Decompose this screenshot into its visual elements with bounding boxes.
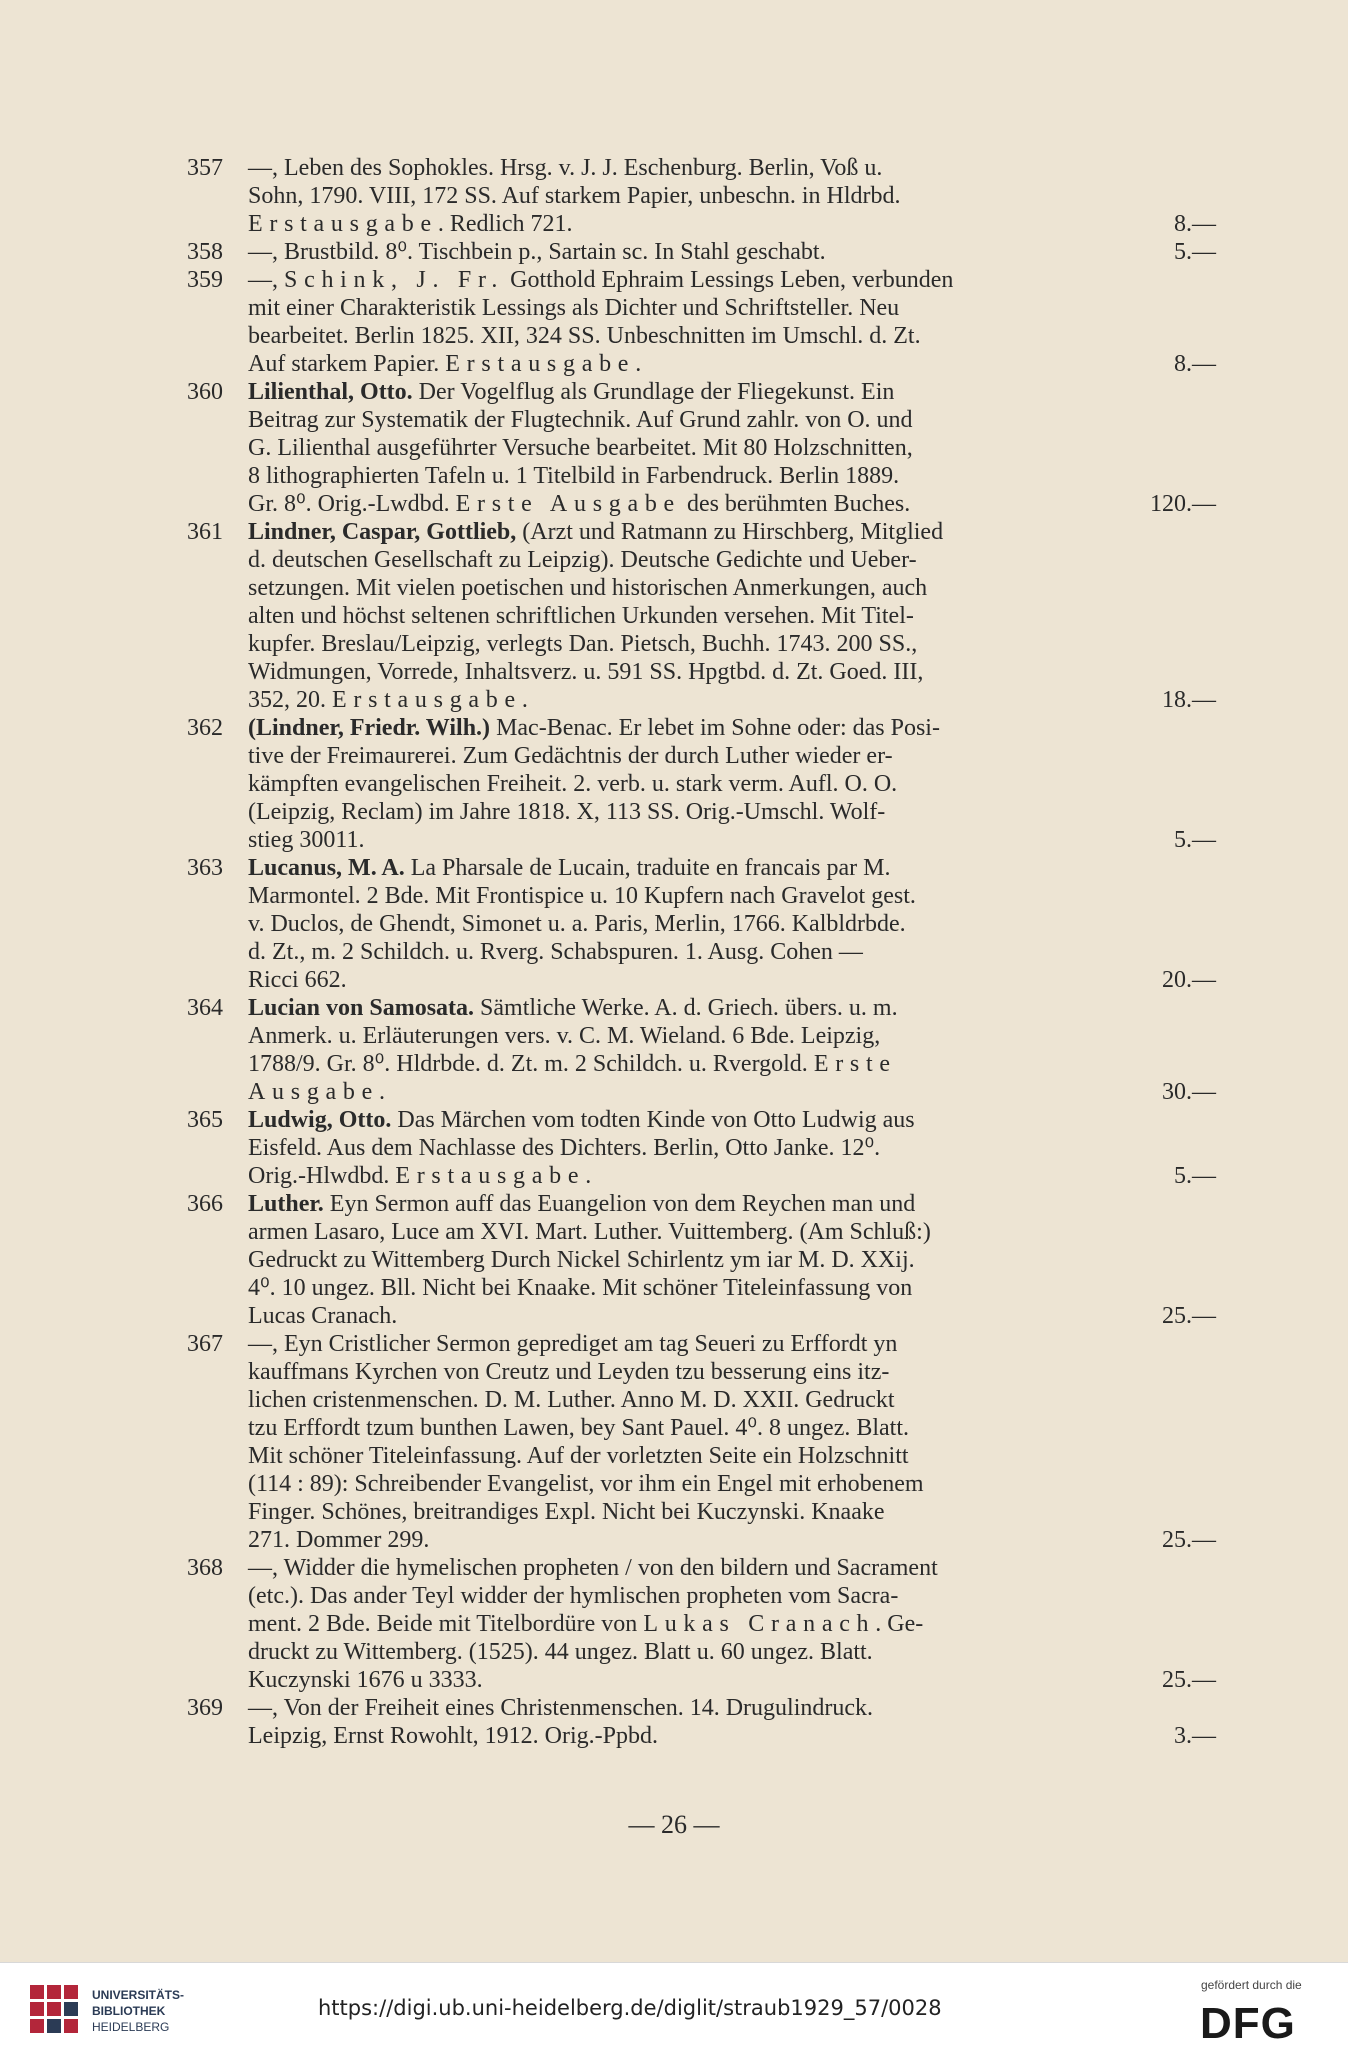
entry-price: 25.— [1162,1667,1216,1693]
entry-number: 360 [187,379,223,405]
entry-text: kauffmans Kyrchen von Creutz und Leyden tzu besserung eins itz- [248,1359,890,1385]
entry-line [248,882,1216,910]
entry-line [248,854,1216,882]
entry-line [248,518,1216,546]
entry-line [248,1050,1216,1078]
entry-emphasis: Erstausgabe [332,687,522,713]
entry-price: 120.— [1150,491,1216,517]
entry-text: Anmerk. u. Erläuterungen vers. v. C. M. Wieland. 6 Bde. Leipzig, [248,1023,881,1049]
entry-text: tzu Erffordt tzum bunthen Lawen, bey Sant Pauel. 4⁰. 8 ungez. Blatt. [248,1415,910,1441]
entry-text: Orig.-Hlwdbd. [248,1163,396,1189]
entry-line [248,182,1216,210]
entry-line [248,1498,1216,1526]
entry-author: Luther. [248,1191,324,1217]
entry-text: 4⁰. 10 ungez. Bll. Nicht bei Knaake. Mit schöner Titeleinfassung von [248,1275,913,1301]
entry-text: —, [248,267,284,293]
entry-line [248,1190,1216,1218]
library-logo-icon [28,1983,80,2035]
entry-emphasis: Lukas Cranach [643,1611,876,1637]
entry-text: Mac-Benac. Er lebet im Sohne oder: das Posi- [490,715,940,741]
entry-number: 366 [187,1191,223,1217]
entry-line [248,1358,1216,1386]
entry-text: tive der Freimaurerei. Zum Gedächtnis der durch Luther wieder er- [248,743,893,769]
entry-line [248,1246,1216,1274]
entry-author: Lucanus, M. A. [248,855,405,881]
entry-text: Das Märchen vom todten Kinde von Otto Ludwig aus [391,1107,915,1133]
entry-text: mit einer Charakteristik Lessings als Dichter und Schriftsteller. Neu [248,295,900,321]
entry-line [248,1330,1216,1358]
entry-line [248,546,1216,574]
entry-number: 367 [187,1331,223,1357]
entry-line [248,322,1216,350]
entry-line [248,210,1216,238]
entry-number: 365 [187,1107,223,1133]
entry-price: 18.— [1162,687,1216,713]
entry-line [248,602,1216,630]
entry-text: Lucas Cranach. [248,1303,398,1329]
entry-text: La Pharsale de Lucain, traduite en francais par M. [404,855,891,881]
entry-line [248,1106,1216,1134]
entry-line [248,770,1216,798]
entry-text: bearbeitet. Berlin 1825. XII, 324 SS. Unbeschnitten im Umschl. d. Zt. [248,323,921,349]
entry-price: 30.— [1162,1079,1216,1105]
library-name [92,1987,184,2035]
entry-text: Marmontel. 2 Bde. Mit Frontispice u. 10 Kupfern nach Gravelot gest. [248,883,916,909]
entry-price: 3.— [1174,1723,1216,1749]
entry-emphasis: Erste [813,1051,897,1077]
entry-line [248,1610,1216,1638]
entry-text: Gotthold Ephraim Lessings Leben, verbunden [504,267,954,293]
library-name-line3: HEIDELBERG [92,2020,170,2034]
page-number: — 26 — [628,1810,720,1839]
entry-line [248,1078,1216,1106]
entry-text: . [635,351,642,377]
sponsor-caption: gefördert durch die [1201,1978,1302,1992]
entry-line [248,1218,1216,1246]
permalink-url[interactable]: https://digi.ub.uni-heidelberg.de/diglit/straub1929_57/0028 [318,1996,942,2020]
entry-text: kupfer. Breslau/Leipzig, verlegts Dan. Pietsch, Buchh. 1743. 200 SS., [248,631,918,657]
entry-line [248,994,1216,1022]
entry-text: . [379,1079,386,1105]
entry-price: 8.— [1174,351,1216,377]
entry-line [248,686,1216,714]
entry-emphasis: Schink, J. Fr. [284,267,505,293]
entry-line [248,1414,1216,1442]
entry-line [248,1162,1216,1190]
entry-price: 5.— [1174,827,1216,853]
entry-text: . Redlich 721. [437,211,573,237]
entry-text: Leipzig, Ernst Rowohlt, 1912. Orig.-Ppbd. [248,1723,658,1749]
entry-line [248,1694,1216,1722]
entry-text: v. Duclos, de Ghendt, Simonet u. a. Paris, Merlin, 1766. Kalbldrbde. [248,911,906,937]
library-name-line2: BIBLIOTHEK [92,2004,166,2018]
entry-text: . Ge- [875,1611,924,1637]
entry-text: (etc.). Das ander Teyl widder der hymlischen propheten vom Sacra- [248,1583,899,1609]
entry-line [248,1134,1216,1162]
entry-number: 359 [187,267,223,293]
entry-line [248,1442,1216,1470]
entry-text: kämpften evangelischen Freiheit. 2. verb. u. stark verm. Aufl. O. O. [248,771,898,797]
entry-text: (Arzt und Ratmann zu Hirschberg, Mitglied [516,519,944,545]
entry-text: Finger. Schönes, breitrandiges Expl. Nicht bei Kuczynski. Knaake [248,1499,885,1525]
entry-text: . [521,687,528,713]
entry-text: d. deutschen Gesellschaft zu Leipzig). Deutsche Gedichte und Ueber- [248,547,917,573]
entry-number: 364 [187,995,223,1021]
entry-text: Auf starkem Papier. [248,351,446,377]
entry-author: Lucian von Samosata. [248,995,475,1021]
entry-line [248,798,1216,826]
entry-text: Ricci 662. [248,967,347,993]
entry-line [248,1274,1216,1302]
entry-text: des berühmten Buches. [680,491,911,517]
entry-line [248,462,1216,490]
entry-text: alten und höchst seltenen schriftlichen Urkunden versehen. Mit Titel- [248,603,914,629]
entry-text: Sämtliche Werke. A. d. Griech. übers. u. m. [474,995,898,1021]
entry-line [248,1638,1216,1666]
entry-line [248,742,1216,770]
entry-text: . [585,1163,592,1189]
entry-number: 369 [187,1695,223,1721]
entry-line [248,714,1216,742]
entry-text: Gr. 8⁰. Orig.-Lwdbd. [248,491,456,517]
entry-text: (114 : 89): Schreibender Evangelist, vor ihm ein Engel mit erhobenem [248,1471,924,1497]
entry-line [248,658,1216,686]
entry-line [248,1470,1216,1498]
entry-author: Lilienthal, Otto. [248,379,413,405]
entry-author: Lindner, Caspar, Gottlieb, [248,519,517,545]
entry-line [248,154,1216,182]
dfg-logo: DFG [1200,1999,1296,2048]
entry-emphasis: Erstausgabe [395,1163,586,1189]
entry-text: Kuczynski 1676 u 3333. [248,1667,483,1693]
entry-line [248,350,1216,378]
entry-emphasis: Erstausgabe [445,351,636,377]
entry-text: —, Widder die hymelischen propheten / von den bildern und Sacrament [248,1555,938,1581]
entry-line [248,1666,1216,1694]
entry-number: 357 [187,155,223,181]
entry-line [248,294,1216,322]
entry-emphasis: Ausgabe [248,1079,380,1105]
entry-line [248,1022,1216,1050]
entry-line [248,1526,1216,1554]
entry-line [248,1386,1216,1414]
entry-price: 5.— [1174,239,1216,265]
entry-line [248,434,1216,462]
library-name-line1: UNIVERSITÄTS- [92,1988,185,2002]
entry-line [248,406,1216,434]
entry-text: Eyn Sermon auff das Euangelion von dem Reychen man und [323,1191,916,1217]
entry-line [248,378,1216,406]
entry-text: Beitrag zur Systematik der Flugtechnik. Auf Grund zahlr. von O. und [248,407,913,433]
entry-text: —, Brustbild. 8⁰. Tischbein p., Sartain sc. In Stahl geschabt. [248,239,826,265]
entry-line [248,1554,1216,1582]
entry-price: 25.— [1162,1527,1216,1553]
entry-text: —, Leben des Sophokles. Hrsg. v. J. J. Eschenburg. Berlin, Voß u. [248,155,883,181]
entry-line [248,238,1216,266]
entry-number: 362 [187,715,223,741]
entry-text: —, Eyn Cristlicher Sermon geprediget am tag Seueri zu Erffordt yn [248,1331,898,1357]
entry-line [248,574,1216,602]
entry-text: Eisfeld. Aus dem Nachlasse des Dichters. Berlin, Otto Janke. 12⁰. [248,1135,881,1161]
entry-emphasis: Erste Ausgabe [455,491,681,517]
entry-text: Sohn, 1790. VIII, 172 SS. Auf starkem Papier, unbeschn. in Hldrbd. [248,183,901,209]
entry-text: Der Vogelflug als Grundlage der Fliegekunst. Ein [412,379,895,405]
entry-line [248,630,1216,658]
entry-text: 271. Dommer 299. [248,1527,430,1553]
entry-text: druckt zu Wittemberg. (1525). 44 ungez. Blatt u. 60 ungez. Blatt. [248,1639,873,1665]
entry-text: stieg 30011. [248,827,365,853]
entry-number: 361 [187,519,223,545]
entry-text: d. Zt., m. 2 Schildch. u. Rverg. Schabspuren. 1. Ausg. Cohen — [248,939,863,965]
entry-text: Gedruckt zu Wittemberg Durch Nickel Schirlentz ym iar M. D. XXij. [248,1247,915,1273]
entry-text: G. Lilienthal ausgeführter Versuche bearbeitet. Mit 80 Holzschnitten, [248,435,913,461]
entry-price: 20.— [1162,967,1216,993]
entry-line [248,826,1216,854]
entry-text: 1788/9. Gr. 8⁰. Hldrbde. d. Zt. m. 2 Schildch. u. Rvergold. [248,1051,814,1077]
viewer-footer [0,1962,1348,2060]
entry-text: Mit schöner Titeleinfassung. Auf der vorletzten Seite ein Holzschnitt [248,1443,909,1469]
entry-author: Ludwig, Otto. [248,1107,392,1133]
entry-text: lichen cristenmenschen. D. M. Luther. Anno M. D. XXII. Gedruckt [248,1387,895,1413]
entry-text: (Leipzig, Reclam) im Jahre 1818. X, 113 SS. Orig.-Umschl. Wolf- [248,799,886,825]
entry-number: 368 [187,1555,223,1581]
entry-text: setzungen. Mit vielen poetischen und historischen Anmerkungen, auch [248,575,928,601]
entry-line [248,1582,1216,1610]
entry-text: armen Lasaro, Luce am XVI. Mart. Luther. Vuittemberg. (Am Schluß:) [248,1219,931,1245]
entry-text: 352, 20. [248,687,332,713]
entry-number: 363 [187,855,223,881]
entry-emphasis: Erstausgabe [248,211,438,237]
entry-author: (Lindner, Friedr. Wilh.) [248,715,491,741]
entry-text: ment. 2 Bde. Beide mit Titelbordüre von [248,1611,644,1637]
entry-price: 8.— [1174,211,1216,237]
entry-text: —, Von der Freiheit eines Christenmenschen. 14. Drugulindruck. [248,1695,874,1721]
entry-line [248,490,1216,518]
entry-line [248,910,1216,938]
entry-number: 358 [187,239,223,265]
entry-price: 25.— [1162,1303,1216,1329]
entry-line [248,1722,1216,1750]
entry-line [248,266,1216,294]
entry-line [248,966,1216,994]
entry-line [248,938,1216,966]
entry-text: Widmungen, Vorrede, Inhaltsverz. u. 591 SS. Hpgtbd. d. Zt. Goed. III, [248,659,924,685]
entry-line [248,1302,1216,1330]
entry-price: 5.— [1174,1163,1216,1189]
entry-text: 8 lithographierten Tafeln u. 1 Titelbild in Farbendruck. Berlin 1889. [248,463,900,489]
